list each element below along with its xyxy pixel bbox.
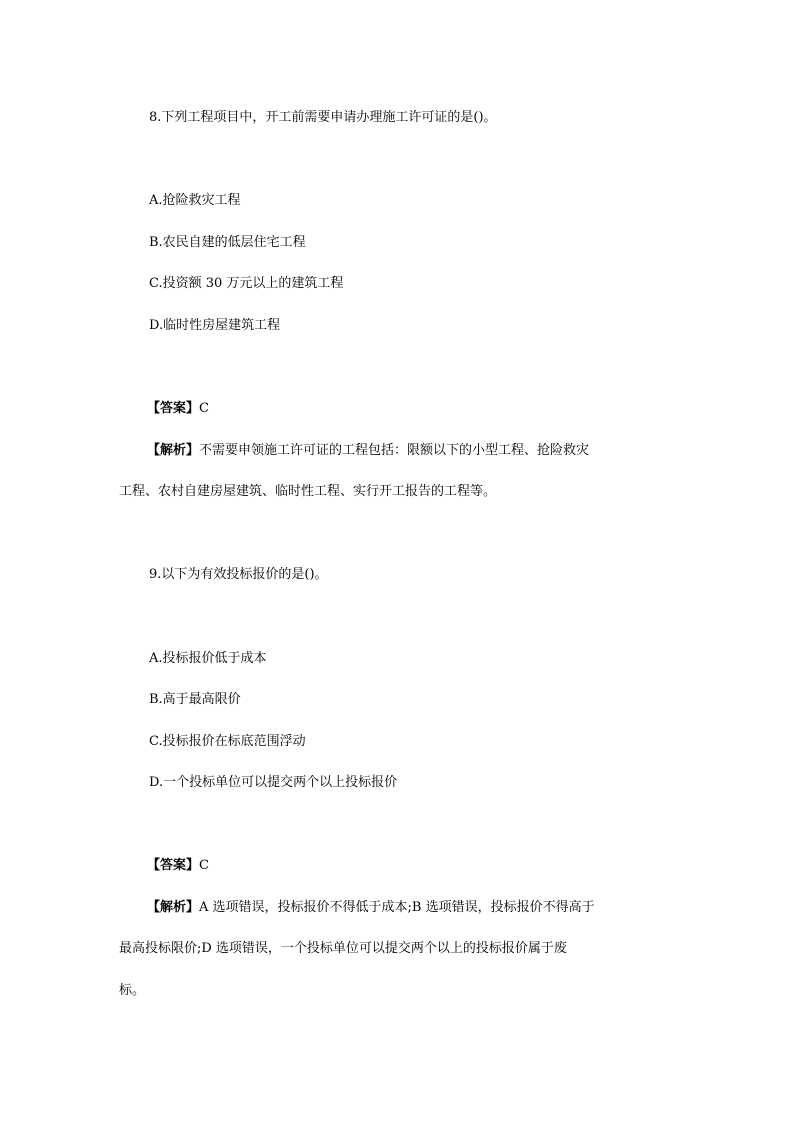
analysis-text: A 选项错误，投标报价不得低于成本;B 选项错误，投标报价不得高于 xyxy=(199,900,595,915)
question-9-analysis-line-3: 标。 xyxy=(119,983,146,998)
answer-value: C xyxy=(199,858,209,873)
question-8-option-b: B.农民自建的低层住宅工程 xyxy=(149,235,306,250)
question-9-stem: 9.以下为有效投标报价的是()。 xyxy=(149,567,328,582)
question-9-analysis-line-2: 最高投标限价;D 选项错误，一个投标单位可以提交两个以上的投标报价属于废 xyxy=(119,941,567,956)
question-8-analysis-line-2: 工程、农村自建房屋建筑、临时性工程、实行开工报告的工程等。 xyxy=(119,484,497,499)
analysis-tag: 【解析】 xyxy=(147,900,200,915)
analysis-text: 不需要申领施工许可证的工程包括：限额以下的小型工程、抢险救灾 xyxy=(199,443,590,458)
question-9-option-d: D.一个投标单位可以提交两个以上投标报价 xyxy=(149,775,398,790)
question-8-analysis-line-1 xyxy=(147,443,589,459)
question-9-option-b: B.高于最高限价 xyxy=(149,692,241,707)
question-9-option-c: C.投标报价在标底范围浮动 xyxy=(149,734,306,749)
question-9-analysis-line-1 xyxy=(147,900,595,916)
answer-tag: 【答案】 xyxy=(147,401,200,416)
analysis-tag: 【解析】 xyxy=(147,443,200,458)
question-8-option-d: D.临时性房屋建筑工程 xyxy=(149,318,281,333)
question-9-option-a: A.投标报价低于成本 xyxy=(149,651,267,666)
answer-value: C xyxy=(199,401,209,416)
question-8-option-c: C.投资额 30 万元以上的建筑工程 xyxy=(149,276,344,291)
question-9-answer xyxy=(147,858,209,874)
question-8-option-a: A.抢险救灾工程 xyxy=(149,193,241,208)
question-8-answer xyxy=(147,401,209,417)
answer-tag: 【答案】 xyxy=(147,858,200,873)
question-8-stem: 8.下列工程项目中，开工前需要申请办理施工许可证的是()。 xyxy=(149,110,497,125)
